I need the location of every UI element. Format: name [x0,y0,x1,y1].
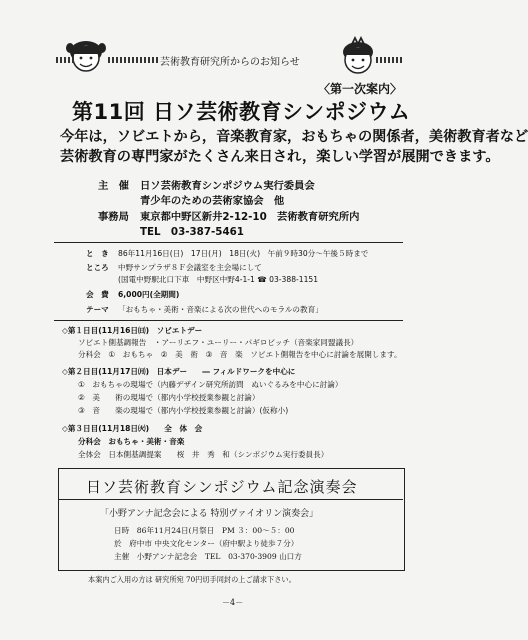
day2-heading: ◇第２日目(11月17日㈪) 日本デー ― フィルドワークを中心に [62,367,296,376]
page-title: 第11回 日ソ芸術教育シンポジウム [72,100,411,124]
concert-divider [58,499,403,500]
host-line-1: 日ソ芸術教育シンポジウム実行委員会 [140,180,315,192]
day1-line-2: 分科会 ① おもちゃ ② 美 術 ③ 音 楽 ソビエト側報告を中心に討論を展開します。 [78,350,402,359]
day3-line-1: 分科会 おもちゃ・美術・音楽 [78,437,185,446]
header-decoration-right [376,57,402,63]
day1-line-1: ソビエト側基調報告 ・アーリエフ・ユーリー・パギロビッチ（音楽家同盟議長） [78,338,359,347]
concert-line-2: 於 府中市 中央文化センター（府中駅より徒歩７分） [114,539,299,548]
theme-value: 「おもちゃ・美術・音楽による次の世代へのモラルの教育」 [118,305,323,314]
day2-line-1: ① おもちゃの現場で（内藤デザイン研究所訪問 ぬいぐるみを中心に討論） [78,380,343,389]
where-value: 中野サンプラザ８Ｆ会議室を主会場にして [118,263,262,272]
theme-label: テーマ [86,305,109,314]
header-notice: 芸術教育研究所からのお知らせ [160,57,300,68]
girl-mascot-icon [66,38,106,74]
header-decoration-left [56,57,76,63]
office-label: 事務局 [98,211,129,223]
day2-line-2: ② 美 術の現場で（都内小学校授業参観と討論） [78,393,260,402]
header-decoration-mid [108,57,158,63]
where-access: (国電中野駅北口下車 中野区中野4-1-1 ☎ 03-388-1151 [118,275,319,284]
concert-subtitle: 「小野アンナ記念会による 特別ヴァイオリン演奏会」 [100,509,319,519]
office-address: 東京都中野区新井2-12-10 芸術教育研究所内 [140,211,360,223]
footer-note: 本案内ご入用の方は 研究所宛 70円切手同封の上ご請求下さい。 [88,575,296,584]
boy-mascot-icon [338,38,378,76]
intro-line-1: 今年は，ソビエトから，音楽教育家，おもちゃの関係者，美術教育者など [60,129,528,145]
concert-line-1: 日時 86年11月24日(月祭日 PM ３：00～５：00 [114,526,295,535]
office-tel: TEL 03-387-5461 [140,226,244,238]
page-number: －4－ [222,598,244,607]
section-divider-mid [54,320,403,321]
page-subtitle: 〈第一次案内〉 [318,82,403,96]
where-label: ところ [86,263,109,272]
fee-label: 会 費 [86,290,109,299]
host-label: 主 催 [98,180,129,192]
host-line-2: 青少年のための芸術家協会 他 [140,195,285,207]
concert-line-3: 主催 小野アンナ記念会 TEL 03-370-3909 山口方 [114,552,302,561]
day2-line-3: ③ 音 楽の現場で（都内小学校授業参観と討論）(仮称小) [78,406,289,415]
section-divider-top [54,242,403,243]
day3-line-2: 全体会 日本側基調提案 桜 井 秀 和（シンポジウム実行委員長） [78,450,329,459]
day3-heading: ◇第３日目(11月18日㈫) 全 体 会 [62,424,203,433]
when-value: 86年11月16日(日) 17日(月) 18日(火) 午前９時30分～午後５時まで [118,249,369,258]
when-label: と き [86,249,109,258]
intro-line-2: 芸術教育の専門家がたくさん来日され，楽しい学習が展開できます。 [60,149,500,165]
day1-heading: ◇第１日目(11月16日㈰) ソビエトデー [62,326,203,335]
fee-value: 6,000円(全期間) [118,290,180,299]
concert-title: 日ソ芸術教育シンポジウム記念演奏会 [86,478,358,496]
